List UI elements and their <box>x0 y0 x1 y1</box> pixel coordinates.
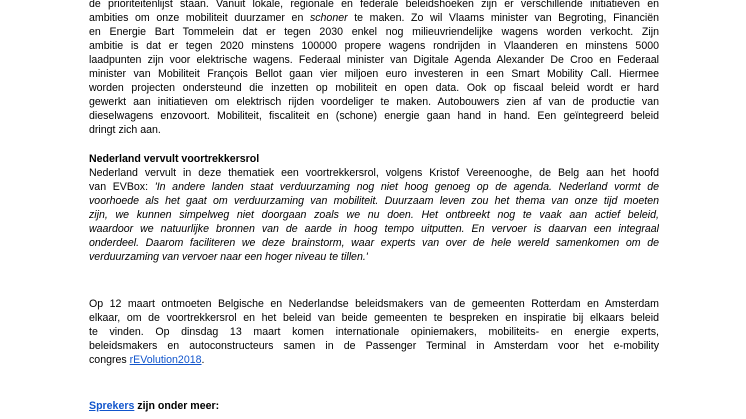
p1-line-3: en Energie Bart Tommelein dat er tegen 2030 enkel nog milieuvriendelijke wagens worden verkocht. Zijn <box>89 26 659 38</box>
p1-line-4: ambitie is dat er tegen 2020 minstens 100000 propere wagens rondrijden in Vlaanderen en minstens 5000 <box>89 40 659 52</box>
p3-line-3: te vinden. Op dinsdag 13 maart komen internationale opiniemakers, mobiliteits- en energie experts, <box>89 326 659 338</box>
speakers-line: Sprekers zijn onder meer: <box>89 400 220 412</box>
section-heading: Nederland vervult voortrekkersrol <box>89 153 260 165</box>
p1-line-5: laadpunten zijn voor elektrische wagens. Federaal minister van Digitale Agenda Alexander De Croo en Federaal <box>89 54 659 66</box>
p1-line-1: de prioriteitenlijst staan. Vanuit lokale, regionale en federale beleidshoeken zijn er verschillende initiatieven en <box>89 0 659 10</box>
quote-line-4: onderdeel. Daarom faciliteren we deze brainstorm, waar experts van over de hele wereld samenkomen om de <box>89 237 659 249</box>
p3-line-2: elkaar, om de voortrekkersrol en het beleid van beide gemeenten te bespreken en inspiratie bij elkaars beleid <box>89 312 659 324</box>
p3-line-1: Op 12 maart ontmoeten Belgische en Nederlandse beleidsmakers van de gemeenten Rotterdam en Amsterdam <box>89 298 659 310</box>
quote-start: 'In andere landen staat verduurzaming nog niet hoog genoeg op de agenda. Nederland vormt de <box>154 181 659 193</box>
p2-line-2: van EVBox: 'In andere landen staat verduurzaming nog niet hoog genoeg op de agenda. Nederland vormt de <box>89 181 659 193</box>
p1-line-7: worden projecten ondersteund die inzetten op mobiliteit en open data. Ook op fiscaal beleid wordt er hard <box>89 82 659 94</box>
emphasis-schoner: schoner <box>309 12 348 24</box>
p1-line-2: ambities om onze mobiliteit duurzamer en schoner te maken. Zo wil Vlaams minister van Begroting, Financiën <box>89 12 659 24</box>
quote-line-2: zijn, we kunnen simpelweg niet doorgaan zoals we nu doen. Het ontbreekt nog te vaak aan actief beleid, <box>89 209 659 221</box>
revolution2018-link[interactable]: rEVolution2018 <box>129 354 202 366</box>
p2-line-1: Nederland vervult in deze thematiek een voortrekkersrol, volgens Kristof Vereenooghe, de Belg aan het hoofd <box>89 167 659 179</box>
p3-line-4: beleidsmakers en autoconstructeurs samen in de Passenger Terminal in Amsterdam voor het e-mobility <box>89 340 659 352</box>
p1-line-6: minister van Mobiliteit François Bellot gaan vier miljoen euro investeren in een Smart Mobility Call. Hiermee <box>89 68 659 80</box>
quote-line-3: waardoor we natuurlijke bronnen van de aarde in hoog tempo uitputten. En vervoer is daarvan een integraal <box>89 223 659 235</box>
p1-line-10: dringt zich aan. <box>89 124 161 136</box>
quote-line-1: voorhoede als het gaat om verduurzaming van mobiliteit. Duurzaam leven zou het thema van onze tijd moeten <box>89 195 659 207</box>
p1-line-9: dieselwagens enzovoort. Mobiliteit, fiscaliteit en (schone) energie gaan hand in hand. Een geïntegreerd beleid <box>89 110 659 122</box>
quote-line-5: verduurzaming van vervoer naar een hoger niveau te tillen.' <box>89 251 368 263</box>
sprekers-link[interactable]: Sprekers <box>89 400 135 412</box>
p3-line-5: congres rEVolution2018. <box>89 354 205 366</box>
p1-line-8: gewerkt aan initiatieven om elektrisch rijden voordeliger te maken. Autobouwers zien af van de productie van <box>89 96 659 108</box>
